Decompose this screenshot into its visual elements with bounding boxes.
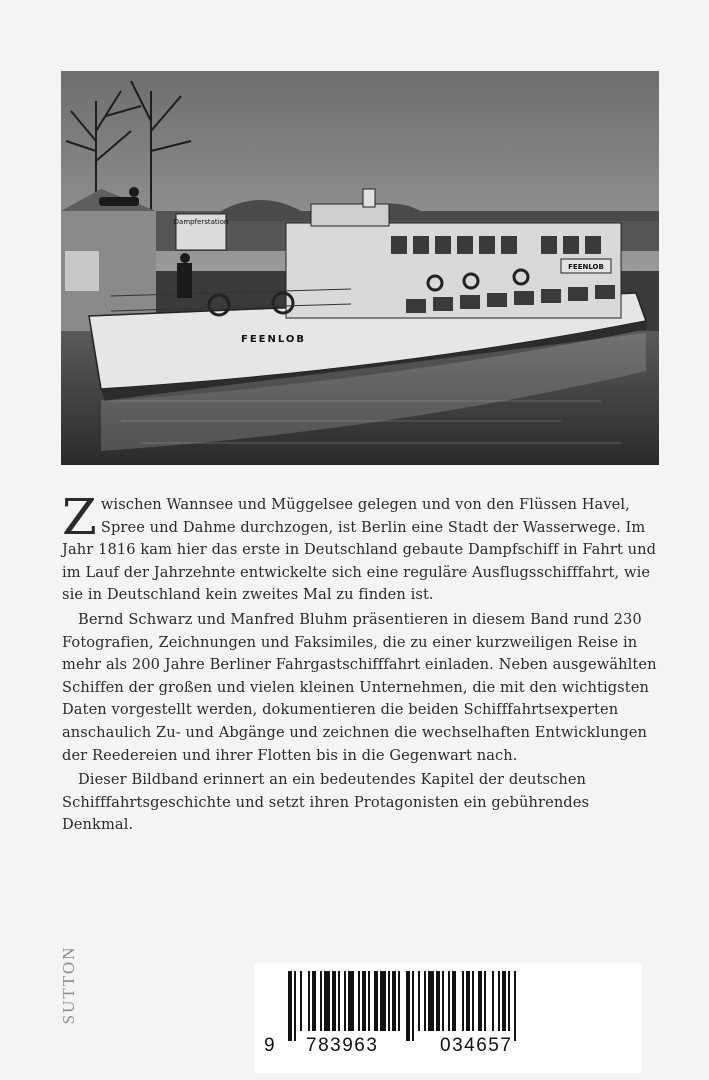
paragraph-closing: Dieser Bildband erinnert an ein bedeutendes Kapitel der deutschen Schifffahrtsgeschichte und setzt ihren Protagonisten ein gebührendes Denkmal. xyxy=(62,771,590,834)
isbn-barcode xyxy=(254,963,642,1073)
barcode-bar xyxy=(448,971,450,1031)
cover-photo xyxy=(61,71,659,465)
barcode-bar xyxy=(424,971,426,1031)
cabin-name-text: FEENLOB xyxy=(568,263,604,271)
barcode-bar xyxy=(380,971,386,1031)
barcode-bar xyxy=(466,971,470,1031)
barcode-bar xyxy=(312,971,316,1031)
publisher-logo xyxy=(49,930,89,1040)
paragraph-intro-text: wischen Wannsee und Müggelsee gelegen und von den Flüssen Havel, Spree und Dahme durchzogen, ist Berlin eine Stadt der Wasserwege. Im Jahr 1816 kam hier das erste in Deutschland gebaute Dampfschiff in Fahrt und im Lauf der Jahrzehnte entwickelte sich eine reguläre Ausflugsschifffahrt, wie sie in Deutschland kein zweites Mal zu finden ist. xyxy=(62,496,657,604)
barcode-bar xyxy=(388,971,390,1031)
barcode-bar xyxy=(436,971,440,1031)
barcode-bar xyxy=(472,971,474,1031)
barcode-bar xyxy=(514,971,516,1041)
barcode-bar xyxy=(398,971,400,1031)
barcode-bar xyxy=(462,971,464,1031)
ship-photo-illustration xyxy=(61,71,659,465)
barcode-bar xyxy=(324,971,330,1031)
publisher-name: SUTTON xyxy=(59,945,78,1025)
hull-name-text: FEENLOB xyxy=(241,334,307,345)
barcode-bar xyxy=(452,971,456,1031)
blurb-text xyxy=(62,488,662,837)
barcode-bar xyxy=(308,971,310,1031)
barcode-bar xyxy=(502,971,506,1031)
barcode-bar xyxy=(338,971,340,1031)
station-sign-text: Dampferstation xyxy=(173,218,229,226)
barcode-bar xyxy=(508,971,510,1031)
isbn-first-digit: 9 xyxy=(264,1035,277,1056)
barcode-bar xyxy=(348,971,354,1031)
barcode-bar xyxy=(392,971,396,1031)
barcode-bar xyxy=(358,971,360,1031)
paragraph-intro xyxy=(62,488,662,607)
barcode-bar xyxy=(418,971,420,1031)
barcode-bar xyxy=(412,971,414,1041)
barcode-bar xyxy=(442,971,444,1031)
barcode-bar xyxy=(344,971,346,1031)
barcode-bar xyxy=(484,971,486,1031)
barcode-bar xyxy=(428,971,434,1031)
barcode-bar xyxy=(368,971,370,1031)
barcode-bar xyxy=(374,971,378,1031)
barcode-bar xyxy=(288,971,292,1041)
barcode-bars xyxy=(268,971,628,1041)
isbn-right-group: 034657 xyxy=(440,1035,513,1056)
barcode-bar xyxy=(406,971,410,1041)
drop-cap: Z xyxy=(62,488,97,546)
barcode-bar xyxy=(320,971,322,1031)
isbn-left-group: 783963 xyxy=(306,1035,379,1056)
barcode-bar xyxy=(300,971,302,1031)
barcode-bar xyxy=(492,971,494,1031)
paragraph-authors: Bernd Schwarz und Manfred Bluhm präsentieren in diesem Band rund 230 Fotografien, Zeichnungen und Faksimiles, die zu einer kurzweiligen Reise in mehr als 200 Jahre Berliner Fahrgastschifffahrt einladen. Neben ausgewählten Schiffen der großen und vielen kleinen Unternehmen, die mit den wichtigsten Daten vorgestellt werden, dokumentieren die beiden Schifffahrtsexperten anschaulich Zu- und Abgänge und zeichnen die wechselhaften Entwicklungen der Reedereien und ihrer Flotten bis in die Gegenwart nach. xyxy=(62,610,657,764)
barcode-bar xyxy=(478,971,482,1031)
barcode-bar xyxy=(332,971,336,1031)
barcode-bar xyxy=(498,971,500,1031)
barcode-bar xyxy=(362,971,366,1031)
barcode-bar xyxy=(294,971,296,1041)
